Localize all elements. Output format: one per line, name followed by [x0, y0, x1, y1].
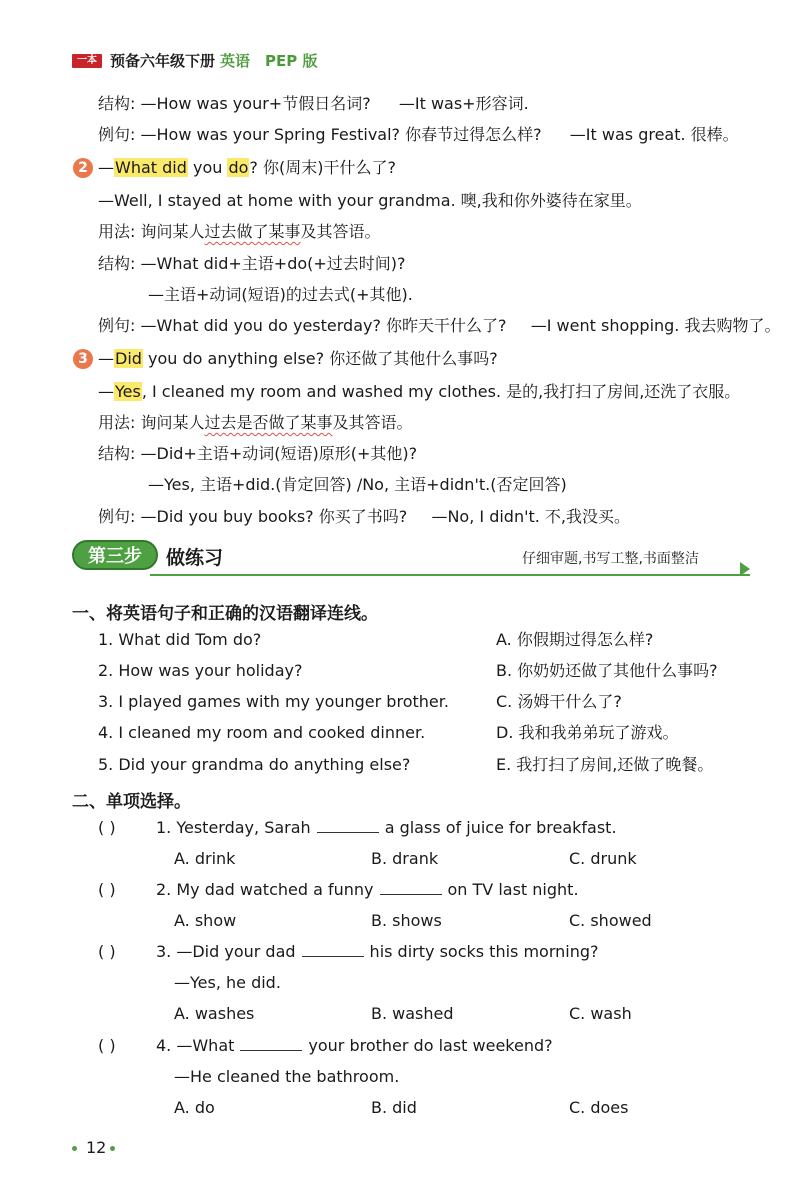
stem-end: your brother do last weekend?: [308, 1036, 553, 1055]
usage-label: 用法:: [98, 222, 136, 241]
liju-label: 例句:: [98, 125, 136, 144]
structure-text: —Did+主语+动词(短语)原形(+其他)?: [140, 444, 418, 463]
match-left-2[interactable]: 2. How was your holiday?: [98, 661, 303, 680]
question-4-option-a[interactable]: A. do: [174, 1098, 215, 1117]
highlight-do: do: [228, 158, 249, 177]
stem-start: 1. Yesterday, Sarah: [156, 818, 311, 837]
item-3-structure1: [98, 444, 417, 464]
match-left-3[interactable]: 3. I played games with my younger brother.: [98, 692, 449, 711]
item-3-number: 3: [73, 349, 93, 369]
stem-start: 4. —What: [156, 1036, 235, 1055]
question-2-answer-paren[interactable]: ( ): [98, 880, 116, 899]
section-2-heading: 二、单项选择。: [72, 792, 191, 812]
item-2-structure1: [98, 254, 406, 274]
match-left-1[interactable]: 1. What did Tom do?: [98, 630, 262, 649]
text: you: [187, 158, 228, 177]
question-2-option-a[interactable]: A. show: [174, 911, 237, 930]
question-3-option-b[interactable]: B. washed: [371, 1004, 454, 1023]
structure-text: —What did+主语+do(+过去时间)?: [140, 254, 406, 273]
structure-label: 结构:: [98, 254, 136, 273]
publisher-logo: 一本: [72, 54, 102, 68]
step-three-badge: 第三步: [72, 540, 158, 570]
stem-end: on TV last night.: [447, 880, 579, 899]
question-1-option-b[interactable]: B. drank: [371, 849, 439, 868]
stem-end: his dirty socks this morning?: [369, 942, 599, 961]
match-right-b[interactable]: B. 你奶奶还做了其他什么事吗?: [496, 661, 718, 680]
item-2-example: [98, 316, 780, 336]
text: ? 你(周末)干什么了?: [249, 158, 396, 177]
usage-text: 询问某人: [140, 413, 205, 432]
answer-blank[interactable]: [317, 818, 379, 833]
example-label: 例句:: [98, 316, 136, 335]
question-1-option-a[interactable]: A. drink: [174, 849, 236, 868]
item-3-usage: [98, 413, 413, 433]
example-answer: —No, I didn't. 不,我没买。: [431, 507, 631, 526]
item-3-line2: [98, 382, 740, 402]
question-4-answer-paren[interactable]: ( ): [98, 1036, 116, 1055]
answer-blank[interactable]: [240, 1036, 302, 1051]
question-3-option-c[interactable]: C. wash: [569, 1004, 632, 1023]
edition-label: PEP 版: [265, 52, 318, 70]
item-2-line2: —Well, I stayed at home with your grandma. 噢,我和你外婆待在家里。: [98, 191, 642, 210]
text: you do anything else? 你还做了其他什么事吗?: [142, 349, 498, 368]
dash: —: [98, 349, 114, 368]
question-4-stem: [156, 1036, 553, 1056]
jiegou-question: —How was your+节假日名词?: [140, 94, 371, 113]
match-left-5[interactable]: 5. Did your grandma do anything else?: [98, 755, 411, 774]
question-2-option-b[interactable]: B. shows: [371, 911, 442, 930]
highlight-did: Did: [115, 349, 142, 368]
subject-label: 英语: [220, 52, 251, 70]
answer-blank[interactable]: [302, 942, 364, 957]
item-2-structure2: —主语+动词(短语)的过去式(+其他).: [148, 285, 413, 304]
question-1-answer-paren[interactable]: ( ): [98, 818, 116, 837]
usage-emphasis: 过去是否做了某事: [204, 413, 333, 432]
usage-text-end: 及其答语。: [332, 413, 413, 432]
step-title: 做练习: [166, 547, 224, 569]
item-3-example: [98, 507, 630, 527]
liju-answer: —It was great. 很棒。: [569, 125, 739, 144]
match-right-c[interactable]: C. 汤姆干什么了?: [496, 692, 622, 711]
question-3-answer-paren[interactable]: ( ): [98, 942, 116, 961]
page-number: 12: [86, 1138, 107, 1157]
highlight-what-did: What did: [115, 158, 187, 177]
question-3-line2: —Yes, he did.: [174, 973, 281, 992]
step-arrow-icon: [740, 562, 750, 576]
step-divider: [150, 574, 750, 576]
item-3-line1: [98, 349, 498, 369]
question-4-option-c[interactable]: C. does: [569, 1098, 629, 1117]
step-motto: 仔细审题,书写工整,书面整洁: [522, 551, 699, 567]
question-1-stem: [156, 818, 617, 838]
stem-end: a glass of juice for breakfast.: [384, 818, 617, 837]
match-right-a[interactable]: A. 你假期过得怎么样?: [496, 630, 654, 649]
text: , I cleaned my room and washed my clothes. 是的,我打扫了房间,还洗了衣服。: [141, 382, 741, 401]
question-3-option-a[interactable]: A. washes: [174, 1004, 255, 1023]
match-right-d[interactable]: D. 我和我弟弟玩了游戏。: [496, 723, 679, 742]
example-question: —Did you buy books? 你买了书吗?: [140, 507, 408, 526]
item-2-number: 2: [73, 158, 93, 178]
example-answer: —I went shopping. 我去购物了。: [530, 316, 781, 335]
example-question: —What did you do yesterday? 你昨天干什么了?: [140, 316, 507, 335]
item-3-structure2: —Yes, 主语+did.(肯定回答) /No, 主语+didn't.(否定回答): [148, 475, 567, 494]
question-4-line2: —He cleaned the bathroom.: [174, 1067, 400, 1086]
question-1-option-c[interactable]: C. drunk: [569, 849, 637, 868]
jiegou-line: [98, 94, 529, 114]
usage-text-end: 及其答语。: [300, 222, 381, 241]
dash: —: [98, 382, 114, 401]
jiegou-label: 结构:: [98, 94, 136, 113]
item-2-line1: [98, 158, 396, 178]
usage-text: 询问某人: [140, 222, 205, 241]
answer-blank[interactable]: [380, 880, 442, 895]
highlight-yes: Yes: [115, 382, 141, 401]
structure-label: 结构:: [98, 444, 136, 463]
page-dot-right: [110, 1146, 115, 1151]
item-2-usage: [98, 222, 381, 242]
stem-start: 3. —Did your dad: [156, 942, 296, 961]
section-1-heading: 一、将英语句子和正确的汉语翻译连线。: [72, 604, 378, 624]
book-title: 预备六年级下册: [110, 52, 216, 70]
match-right-e[interactable]: E. 我打扫了房间,还做了晚餐。: [496, 755, 714, 774]
question-2-stem: [156, 880, 579, 900]
page-dot-left: [72, 1146, 77, 1151]
stem-start: 2. My dad watched a funny: [156, 880, 374, 899]
jiegou-answer: —It was+形容词.: [398, 94, 529, 113]
usage-emphasis: 过去做了某事: [204, 222, 301, 241]
usage-label: 用法:: [98, 413, 136, 432]
example-label: 例句:: [98, 507, 136, 526]
liju-question: —How was your Spring Festival? 你春节过得怎么样?: [140, 125, 542, 144]
question-2-option-c[interactable]: C. showed: [569, 911, 652, 930]
dash: —: [98, 158, 114, 177]
question-4-option-b[interactable]: B. did: [371, 1098, 417, 1117]
liju-line: [98, 125, 739, 145]
match-left-4[interactable]: 4. I cleaned my room and cooked dinner.: [98, 723, 426, 742]
question-3-stem: [156, 942, 599, 962]
